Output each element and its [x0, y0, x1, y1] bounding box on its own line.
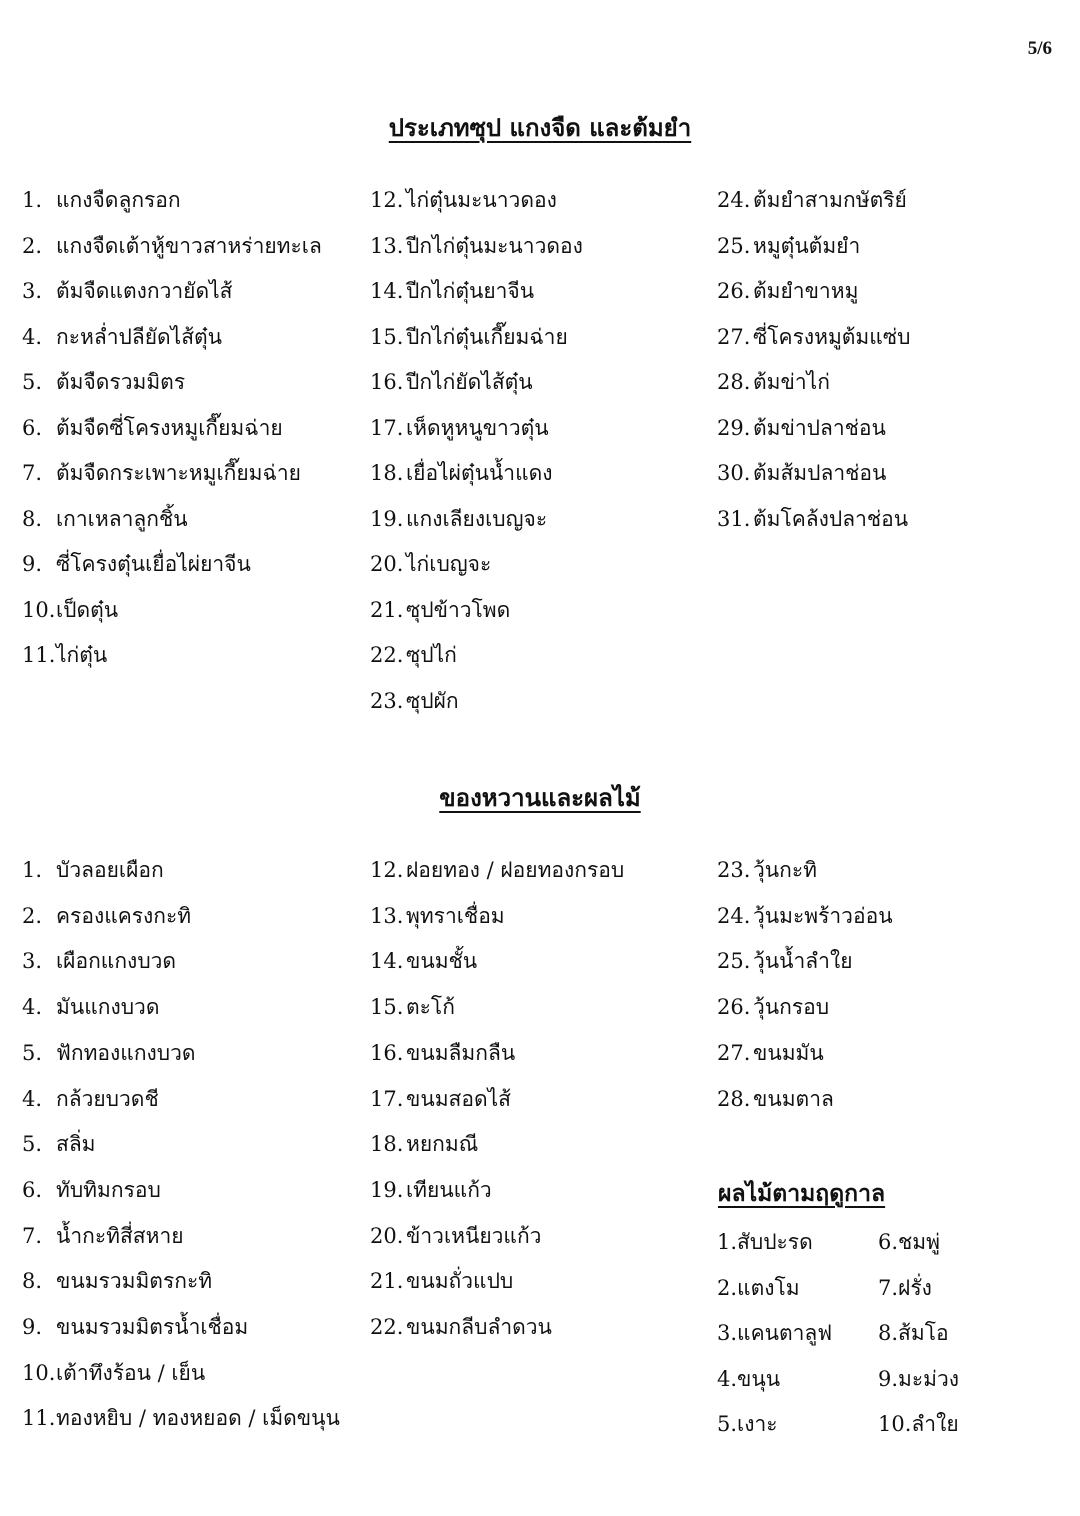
- item-label: ซี่โครงตุ๋นเยื่อไผ่ยาจีน: [56, 552, 251, 576]
- item-number: 14.: [370, 949, 404, 974]
- list-item: [717, 277, 858, 305]
- list-item: [22, 414, 283, 442]
- list-item: [22, 459, 301, 487]
- item-number: 23.: [717, 858, 751, 882]
- item-number: 10.: [22, 1360, 56, 1385]
- item-number: 4.: [22, 1086, 43, 1111]
- item-label: ไก่ตุ๋น: [56, 643, 108, 667]
- item-number: 8.: [22, 506, 43, 531]
- item-number: 14.: [370, 279, 404, 303]
- item-label: สลิ่ม: [56, 1132, 96, 1157]
- item-number: 20.: [370, 1223, 404, 1248]
- list-item: [22, 596, 118, 624]
- item-number: 20.: [370, 552, 404, 576]
- item-label: แตงโม: [737, 1275, 800, 1300]
- item-label: ขนุน: [737, 1366, 781, 1391]
- item-number: 9.: [878, 1366, 899, 1391]
- item-number: 4.: [717, 1366, 738, 1391]
- list-item: [22, 232, 322, 260]
- item-number: 4.: [22, 324, 43, 349]
- item-number: 25.: [717, 233, 751, 258]
- item-number: 3.: [22, 949, 43, 974]
- item-number: 8.: [878, 1321, 899, 1345]
- item-label: พุทราเชื่อม: [406, 903, 505, 928]
- item-label: ครองแครงกะทิ: [56, 903, 192, 928]
- item-label: วุ้นน้ำลำใย: [753, 949, 853, 974]
- list-item: [370, 459, 553, 487]
- item-label: กล้วยบวดชี: [56, 1086, 159, 1111]
- list-item: [370, 1085, 511, 1113]
- item-label: ฟักทองแกงบวด: [56, 1040, 196, 1065]
- item-label: ข้าวเหนียวแก้ว: [406, 1223, 542, 1248]
- item-label: ขนมกลีบลำดวน: [406, 1315, 552, 1339]
- list-item: [878, 1274, 932, 1302]
- item-label: ทองหยิบ / ทองหยอด / เม็ดขนุน: [56, 1406, 340, 1431]
- list-item: [717, 186, 907, 214]
- item-label: เกาเหลาลูกชิ้น: [56, 506, 188, 531]
- item-number: 27.: [717, 324, 751, 349]
- list-item: [370, 186, 557, 214]
- item-number: 17.: [370, 415, 404, 440]
- list-item: [22, 1176, 161, 1204]
- item-number: 27.: [717, 1040, 751, 1065]
- item-label: หมูตุ๋นต้มยำ: [753, 233, 861, 258]
- item-label: ต้มยำสามกษัตริย์: [753, 188, 907, 212]
- item-label: ฝรั่ง: [898, 1275, 932, 1300]
- item-number: 15.: [370, 995, 404, 1020]
- item-label: ขนมสอดไส้: [406, 1086, 511, 1111]
- item-label: ไก่ตุ๋นมะนาวดอง: [406, 188, 557, 212]
- list-item: [717, 1410, 778, 1438]
- list-item: [22, 505, 188, 533]
- item-label: ต้มจืดแตงกวายัดไส้: [56, 279, 233, 303]
- item-label: ขนมลืมกลืน: [406, 1040, 516, 1065]
- list-item: [717, 1319, 832, 1347]
- list-item: [717, 505, 908, 533]
- item-label: หยกมณี: [406, 1132, 479, 1157]
- list-item: [370, 641, 457, 669]
- item-label: ต้มข่าไก่: [753, 370, 830, 394]
- item-label: ขนมถั่วแปบ: [406, 1269, 514, 1294]
- item-label: วุ้นมะพร้าวอ่อน: [753, 903, 893, 928]
- list-item: [717, 1039, 824, 1067]
- item-number: 1.: [22, 858, 43, 882]
- list-item: [370, 1313, 552, 1341]
- list-item: [22, 186, 181, 214]
- item-label: น้ำกะทิสี่สหาย: [56, 1223, 184, 1248]
- item-number: 10.: [878, 1412, 912, 1436]
- item-number: 11.: [22, 1406, 56, 1431]
- item-label: มันแกงบวด: [56, 995, 160, 1020]
- item-label: ลำใย: [911, 1412, 959, 1436]
- item-label: สับปะรด: [737, 1230, 813, 1254]
- item-number: 26.: [717, 995, 751, 1020]
- item-number: 5.: [22, 1132, 43, 1157]
- list-item: [22, 277, 232, 305]
- item-label: วุ้นกะทิ: [753, 858, 817, 882]
- list-item: [370, 947, 477, 975]
- list-item: [878, 1228, 940, 1256]
- item-number: 24.: [717, 903, 751, 928]
- item-label: บัวลอยเผือก: [56, 858, 164, 882]
- item-number: 1.: [717, 1230, 738, 1254]
- item-label: วุ้นกรอบ: [753, 995, 830, 1020]
- list-item: [370, 232, 583, 260]
- list-item: [22, 1130, 96, 1158]
- list-item: [717, 1274, 800, 1302]
- list-item: [370, 323, 568, 351]
- list-item: [22, 947, 176, 975]
- item-number: 5.: [717, 1412, 738, 1436]
- item-number: 7.: [22, 1223, 43, 1248]
- item-label: ส้มโอ: [898, 1321, 949, 1345]
- item-label: เต้าทึงร้อน / เย็น: [56, 1360, 206, 1385]
- item-label: ตะโก้: [406, 995, 455, 1020]
- item-number: 18.: [370, 461, 404, 485]
- list-item: [370, 1267, 513, 1295]
- list-item: [22, 1267, 212, 1295]
- item-label: ขนมรวมมิตรกะทิ: [56, 1269, 213, 1294]
- item-label: เป็ดตุ๋น: [56, 597, 119, 622]
- list-item: [370, 277, 534, 305]
- item-number: 22.: [370, 643, 404, 667]
- item-label: เห็ดหูหนูขาวตุ๋น: [406, 415, 549, 440]
- list-item: [22, 993, 159, 1021]
- list-item: [22, 1039, 196, 1067]
- item-label: ฝอยทอง / ฝอยทองกรอบ: [406, 858, 625, 882]
- item-label: ต้มข่าปลาช่อน: [753, 415, 886, 440]
- item-number: 11.: [22, 643, 56, 667]
- list-item: [878, 1365, 959, 1393]
- list-item: [370, 993, 455, 1021]
- dessert-section-title: ของหวานและผลไม้: [439, 783, 641, 812]
- item-label: ไก่เบญจะ: [406, 552, 492, 576]
- item-number: 25.: [717, 949, 751, 974]
- item-number: 30.: [717, 461, 751, 485]
- list-item: [370, 902, 505, 930]
- soup-section-title: ประเภทซุป แกงจืด และต้มยำ: [388, 113, 692, 142]
- item-label: แคนตาลูฟ: [737, 1321, 833, 1345]
- item-label: ซุปข้าวโพด: [406, 597, 511, 622]
- item-label: ปีกไก่ตุ๋นยาจีน: [406, 279, 535, 303]
- item-label: ต้มจืดซี่โครงหมูเกี๊ยมฉ่าย: [56, 415, 283, 440]
- list-item: [370, 596, 510, 624]
- item-label: ซุปไก่: [406, 643, 457, 667]
- item-number: 12.: [370, 188, 404, 212]
- item-number: 18.: [370, 1132, 404, 1157]
- item-number: 29.: [717, 415, 751, 440]
- item-number: 13.: [370, 903, 404, 928]
- list-item: [370, 1039, 515, 1067]
- page-number: 5/6: [1027, 38, 1052, 59]
- list-item: [717, 993, 829, 1021]
- list-item: [22, 856, 164, 884]
- item-number: 6.: [22, 1177, 43, 1202]
- item-label: มะม่วง: [898, 1366, 960, 1391]
- item-number: 19.: [370, 1177, 404, 1202]
- item-label: ต้มโคล้งปลาช่อน: [753, 506, 909, 531]
- item-number: 7.: [22, 461, 43, 485]
- item-label: ขนมชั้น: [406, 949, 478, 974]
- item-number: 3.: [717, 1321, 738, 1345]
- item-number: 23.: [370, 688, 404, 713]
- item-number: 9.: [22, 552, 43, 576]
- list-item: [22, 550, 251, 578]
- item-label: เงาะ: [737, 1412, 778, 1436]
- item-number: 26.: [717, 279, 751, 303]
- item-number: 22.: [370, 1315, 404, 1339]
- list-item: [717, 947, 853, 975]
- list-item: [717, 414, 886, 442]
- fruit-section-title: ผลไม้ตามฤดูกาล: [718, 1180, 886, 1207]
- item-number: 2.: [22, 903, 43, 928]
- item-label: ต้มยำขาหมู: [753, 279, 859, 303]
- list-item: [370, 1176, 492, 1204]
- item-label: เยื่อไผ่ตุ๋นน้ำแดง: [406, 461, 553, 485]
- list-item: [717, 1085, 834, 1113]
- item-label: เผือกแกงบวด: [56, 949, 177, 974]
- item-number: 24.: [717, 188, 751, 212]
- item-number: 10.: [22, 597, 56, 622]
- list-item: [22, 902, 191, 930]
- item-label: แกงเลียงเบญจะ: [406, 506, 548, 531]
- item-label: แกงจืดเต้าหู้ขาวสาหร่ายทะเล: [56, 233, 322, 258]
- item-label: ชมพู่: [898, 1230, 940, 1254]
- list-item: [717, 232, 860, 260]
- item-label: ปีกไก่ตุ๋นเกี๊ยมฉ่าย: [406, 324, 568, 349]
- item-label: เทียนแก้ว: [406, 1177, 492, 1202]
- item-number: 4.: [22, 995, 43, 1020]
- item-number: 5.: [22, 370, 43, 394]
- item-label: ซุปผัก: [406, 688, 459, 713]
- item-number: 21.: [370, 597, 404, 622]
- list-item: [22, 323, 222, 351]
- item-label: ต้มจืดกระเพาะหมูเกี๊ยมฉ่าย: [56, 461, 301, 485]
- item-number: 16.: [370, 370, 404, 394]
- list-item: [717, 368, 830, 396]
- item-number: 31.: [717, 506, 751, 531]
- item-label: ปีกไก่ตุ๋นมะนาวดอง: [406, 233, 583, 258]
- item-number: 2.: [22, 233, 43, 258]
- list-item: [22, 641, 107, 669]
- item-number: 12.: [370, 858, 404, 882]
- item-number: 28.: [717, 1086, 751, 1111]
- item-label: ต้มจืดรวมมิตร: [56, 370, 186, 394]
- list-item: [22, 1359, 205, 1387]
- list-item: [370, 856, 624, 884]
- item-number: 13.: [370, 233, 404, 258]
- item-label: ซี่โครงหมูต้มแซ่บ: [753, 324, 911, 349]
- list-item: [22, 368, 185, 396]
- item-number: 5.: [22, 1040, 43, 1065]
- item-label: ขนมตาล: [753, 1086, 834, 1111]
- item-number: 28.: [717, 370, 751, 394]
- item-label: ขนมรวมมิตรน้ำเชื่อม: [56, 1315, 249, 1339]
- item-number: 16.: [370, 1040, 404, 1065]
- list-item: [717, 1365, 780, 1393]
- list-item: [370, 505, 547, 533]
- item-number: 19.: [370, 506, 404, 531]
- list-item: [717, 323, 910, 351]
- list-item: [878, 1410, 959, 1438]
- item-label: กะหล่ำปลียัดไส้ตุ๋น: [56, 324, 223, 349]
- list-item: [22, 1313, 248, 1341]
- list-item: [717, 1228, 813, 1256]
- item-number: 2.: [717, 1275, 738, 1300]
- item-number: 9.: [22, 1315, 43, 1339]
- item-label: แกงจืดลูกรอก: [56, 188, 181, 212]
- item-number: 6.: [878, 1230, 899, 1254]
- item-number: 1.: [22, 188, 43, 212]
- list-item: [22, 1085, 159, 1113]
- list-item: [717, 902, 893, 930]
- item-number: 7.: [878, 1275, 899, 1300]
- item-number: 6.: [22, 415, 43, 440]
- item-number: 21.: [370, 1269, 404, 1294]
- item-label: ขนมมัน: [753, 1040, 824, 1065]
- list-item: [717, 856, 817, 884]
- list-item: [370, 1130, 478, 1158]
- list-item: [370, 550, 491, 578]
- item-number: 17.: [370, 1086, 404, 1111]
- item-label: ต้มส้มปลาช่อน: [753, 461, 887, 485]
- list-item: [878, 1319, 949, 1347]
- item-number: 15.: [370, 324, 404, 349]
- list-item: [370, 1222, 541, 1250]
- list-item: [717, 459, 886, 487]
- list-item: [22, 1404, 340, 1432]
- list-item: [370, 368, 533, 396]
- item-number: 8.: [22, 1269, 43, 1294]
- item-label: ปีกไก่ยัดไส้ตุ๋น: [406, 370, 533, 394]
- item-number: 3.: [22, 279, 43, 303]
- list-item: [22, 1222, 184, 1250]
- item-label: ทับทิมกรอบ: [56, 1177, 161, 1202]
- list-item: [370, 414, 549, 442]
- list-item: [370, 687, 459, 715]
